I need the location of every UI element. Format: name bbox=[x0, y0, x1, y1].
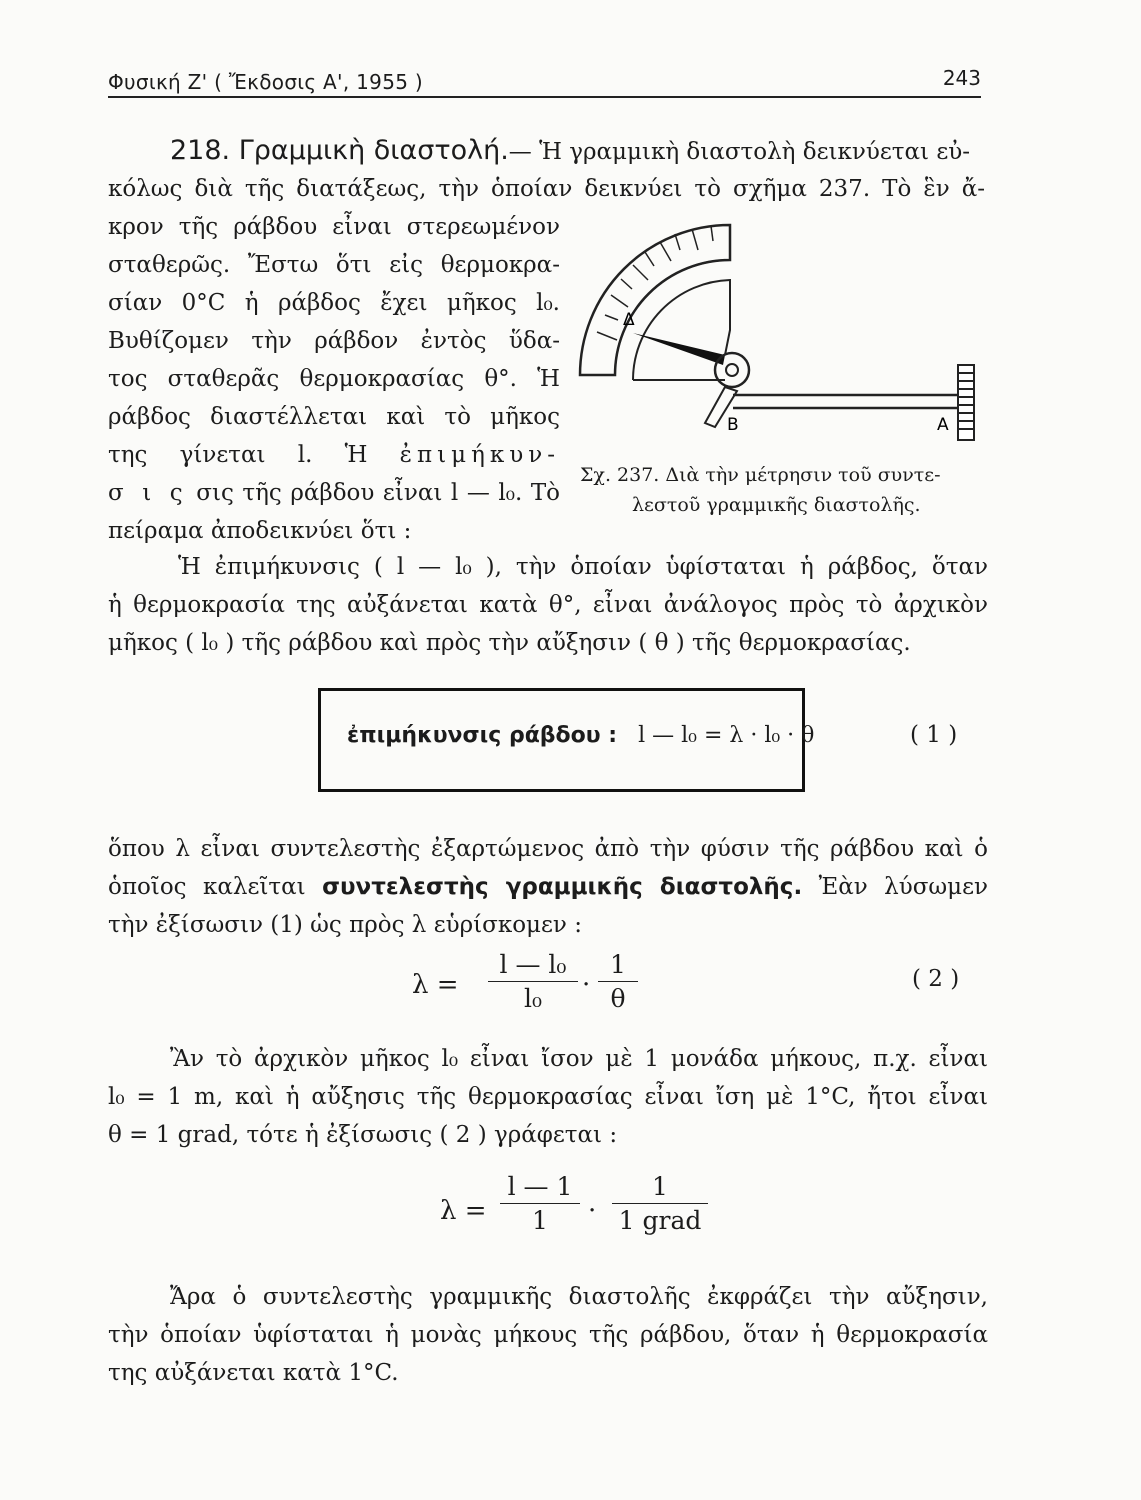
paragraph-unit-case: Ἂν τὸ ἀρχικὸν μῆκος l₀ εἶναι ἴσον μὲ 1 μονάδα μήκους, π.χ. εἶναι l₀ = 1 m, καὶ ἡ αὔξησις τῆς θερμοκρασίας εἶναι ἴση μὲ 1°C, ἤτοι εἶναι θ = 1 grad, τότε ἡ ἐξίσωσις ( 2 ) γράφεται : bbox=[108, 1046, 988, 1148]
label-a: A bbox=[937, 415, 949, 435]
section-intro-cont bbox=[108, 170, 985, 208]
paragraph-proportionality: Ἡ ἐπιμήκυνσις ( l — l₀ ), τὴν ὁποίαν ὑφίσταται ἡ ράβδος, ὅταν ἡ θερμοκρασία της αὐξάνεται κατὰ θ°, εἶναι ἀνάλογος πρὸς τὸ ἀρχικὸν μῆκος ( l₀ ) τῆς ράβδου καὶ πρὸς τὴν αὔξησιν ( θ ) τῆς θερμοκρασίας. bbox=[108, 554, 988, 656]
running-header bbox=[108, 66, 981, 98]
section-intro bbox=[170, 132, 985, 171]
figure-237 bbox=[575, 215, 985, 465]
book-title: Φυσική Ζ' ( Ἔκδοσις Α', 1955 ) bbox=[108, 70, 424, 94]
equation-1-number: ( 1 ) bbox=[910, 722, 958, 748]
apparatus-diagram bbox=[575, 215, 985, 465]
label-delta: Δ bbox=[623, 310, 635, 330]
intro-line-2: κόλως διὰ τῆς διατάξεως, τὴν ὁποίαν δεικνύει τὸ σχῆμα 237. Τὸ ἓν ἄ- bbox=[108, 176, 985, 202]
figure-caption: Σχ. 237. Διὰ τὴν μέτρησιν τοῦ συντε- λεστοῦ γραμμικῆς διαστολῆς. bbox=[580, 464, 941, 516]
page-number: 243 bbox=[942, 66, 981, 90]
label-b: B bbox=[727, 415, 739, 435]
equation-2-number: ( 2 ) bbox=[912, 966, 960, 992]
section-column-text: κρον τῆς ράβδου εἶναι στερεωμένον σταθερῶς. Ἔστω ὅτι εἰς θερμοκρα- σίαν 0°C ἡ ράβδος ἔχει μῆκος l₀. Βυθίζομεν τὴν ράβδον ἐντὸς ὕδα- τος σταθερᾶς θερμοκρασίας θ°. Ἡ ράβδος διαστέλλεται καὶ τὸ μῆκος της γίνεται l. Ἡ ἐπιμήκυν- σ ι ς σις τῆς ράβδου εἶναι l — l₀. Τὸ πείραμα ἀποδεικνύει ὅτι : bbox=[108, 214, 561, 544]
equation-1-box bbox=[318, 688, 815, 792]
section-title: 218. Γραμμικὴ διαστολή. bbox=[170, 135, 509, 166]
equation-1-formula: l — l₀ = λ · l₀ · θ bbox=[638, 723, 815, 748]
equation-1-label: ἐπιμήκυνσις ράβδου : bbox=[347, 723, 618, 748]
spaced-word: ἐπιμήκυν- bbox=[399, 442, 560, 468]
intro-line-1: — Ἡ γραμμικὴ διαστολὴ δεικνύεται εὐ- bbox=[508, 139, 971, 165]
paragraph-conclusion: Ἄρα ὁ συντελεστὴς γραμμικῆς διαστολῆς ἐκφράζει τὴν αὔξησιν, τὴν ὁποίαν ὑφίσταται ἡ μονὰς μήκους τῆς ράβδου, ὅταν ἡ θερμοκρασία της αὐξάνεται κατὰ 1°C. bbox=[108, 1284, 988, 1386]
term-linear-expansion-coefficient: συντελεστὴς γραμμικῆς διαστολῆς. bbox=[322, 874, 803, 900]
paragraph-coefficient: ὅπου λ εἶναι συντελεστὴς ἐξαρτώμενος ἀπὸ τὴν φύσιν τῆς ράβδου καὶ ὁ ὁποῖος καλεῖται συντελεστὴς γραμμικῆς διαστολῆς. Ἐὰν λύσωμεν τὴν ἐξίσωσιν (1) ὡς πρὸς λ εὑρίσκομεν : bbox=[108, 836, 989, 938]
